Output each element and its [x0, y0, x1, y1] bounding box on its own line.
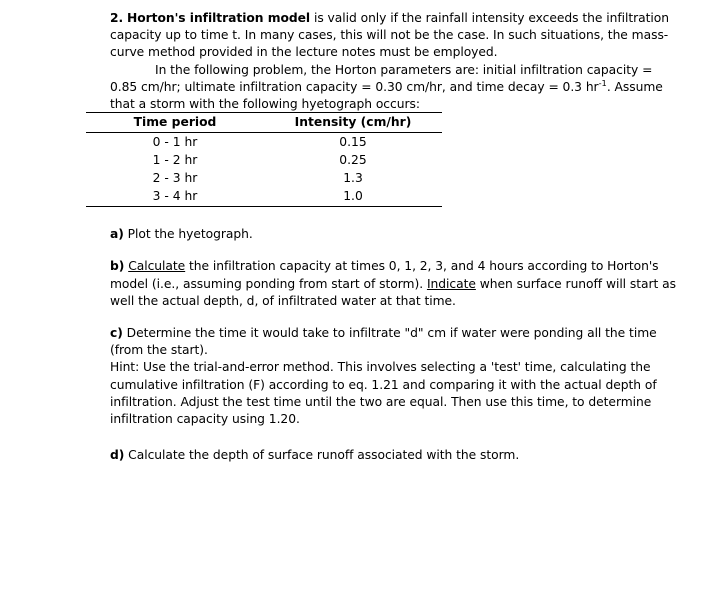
part-c-text: Determine the time it would take to infiltrate "d" cm if water were ponding all the time (from the start).: [110, 326, 657, 358]
intro-rest-text: is valid only if the rainfall intensity exceeds the infiltration capacity up to time t. In many cases, this will not be the case. In such situations, the mass-curve method provided in the lecture notes must be employed.: [110, 11, 669, 60]
part-b-label: b): [110, 259, 125, 274]
cell-time-period: 0 - 1 hr: [152, 135, 198, 150]
part-b-underline-calculate: Calculate: [128, 259, 186, 274]
cell-time-period: 1 - 2 hr: [152, 153, 198, 168]
spacer-c-d: [110, 428, 682, 447]
part-c-hint: Hint: Use the trial-and-error method. This involves selecting a 'test' time, calculating the cumulative infiltration (F) according to eq. 1.21 and comparing it with the actual depth of infiltration. Adjust the test time until the two are equal. Then use this time, to determine infiltration capacity using 1.20.: [110, 360, 657, 427]
part-a-text: Plot the hyetograph.: [123, 227, 253, 242]
part-d-text: Calculate the depth of surface runoff associated with the storm.: [124, 448, 520, 463]
column-header-intensity: Intensity (cm/hr): [264, 113, 442, 133]
part-b-text-3: when surface runoff will start as well the actual depth, d, of infiltrated water at that time.: [110, 276, 676, 308]
hyetograph-table-wrapper: [0, 112, 710, 207]
table-header-row: [86, 113, 442, 133]
table-row: [86, 169, 442, 187]
document-body: [110, 10, 696, 113]
table-row: [86, 187, 442, 207]
hyetograph-table: [86, 112, 442, 207]
part-b-paragraph: [110, 258, 682, 310]
column-header-time-period: Time period: [86, 113, 264, 133]
parameters-text-start: In the following problem, the Horton parameters are: initial infiltration capacity = 0.85 cm/hr; ultimate infiltration capacity = 0.30 cm/hr, and time decay = 0.3 hr: [110, 62, 653, 94]
spacer-after-table: [110, 207, 682, 226]
time-decay-superscript: -1: [598, 77, 607, 88]
spacer-b-c: [110, 310, 682, 325]
cell-time-period: 2 - 3 hr: [152, 171, 198, 186]
part-c-label: c): [110, 326, 123, 341]
cell-intensity: 0.25: [339, 153, 367, 168]
intro-paragraph: [110, 10, 682, 62]
table-row: [86, 151, 442, 169]
question-number: 2.: [110, 11, 124, 25]
cell-intensity: 1.0: [264, 187, 442, 207]
spacer-a-b: [110, 243, 682, 258]
document-parts: [110, 207, 696, 464]
part-b-underline-indicate: Indicate: [426, 276, 476, 291]
cell-time-period: 3 - 4 hr: [86, 187, 264, 207]
part-d-paragraph: [110, 447, 682, 464]
cell-intensity: 1.3: [343, 171, 363, 186]
part-c-paragraph: [110, 325, 682, 359]
table-row: [86, 133, 442, 152]
part-a-label: a): [110, 227, 124, 242]
parameters-paragraph: [110, 62, 682, 114]
part-b-text-2: the infiltration capacity at times 0, 1, 2, 3, and 4 hours according to Horton's model (i.e., assuming ponding from start of storm).: [110, 259, 659, 291]
cell-intensity: 0.15: [339, 135, 367, 150]
part-a-paragraph: [110, 226, 682, 243]
parameters-text-end: . Assume that a storm with the following hyetograph occurs:: [110, 79, 663, 112]
part-d-label: d): [110, 448, 125, 463]
intro-bold-lead: Horton's infiltration model: [127, 11, 311, 25]
